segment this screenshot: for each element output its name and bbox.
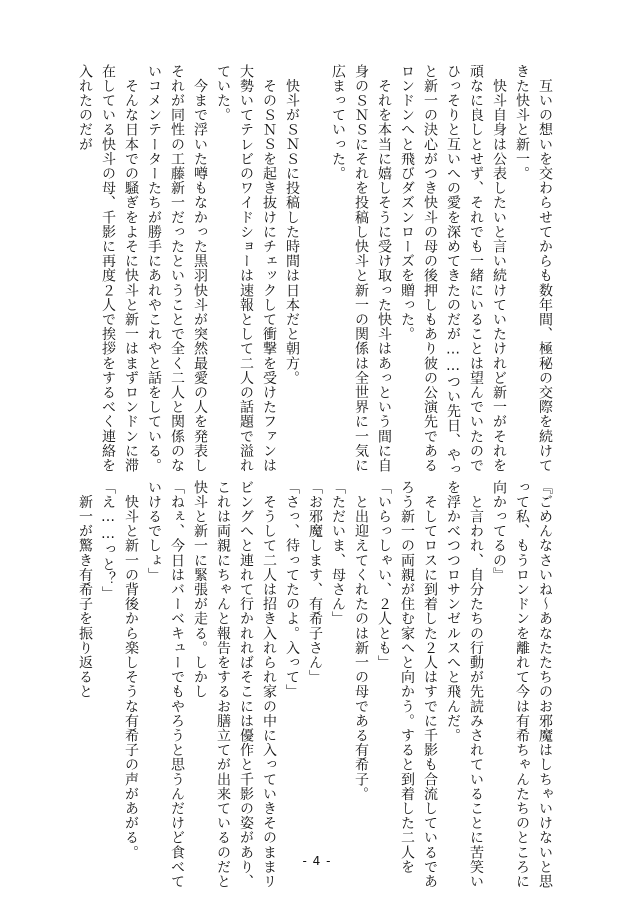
text-line: 「いらっしゃい、２人とも」	[376, 480, 392, 670]
text-line: そうして二人は招き入れられ家の中に入っていきそのままリ	[261, 480, 277, 889]
text-line: 「ねぇ、今日はバーベキューでもやろうと思うんだけど食べて	[169, 480, 185, 889]
text-line: ロンドンへと飛びダズンローズを贈った。	[399, 64, 415, 342]
text-line: 「え……っと？」	[100, 480, 116, 601]
text-line: そんな日本での騒ぎをよそに快斗と新一はまずロンドンに滞	[123, 64, 139, 473]
text-line: それが同性の工藤新一だったということで全く二人と関係のな	[169, 64, 185, 473]
text-line: ひっそりと互いへの愛を深めてきたのだが……つい先日、やっ	[445, 64, 461, 477]
text-line: それを本当に嬉しそうに受け取った快斗はあっという間に自	[376, 64, 392, 473]
text-line: と言われ、自分たちの行動が先読みされていることに苦笑い	[468, 480, 484, 889]
page-number: - 4 -	[302, 854, 332, 868]
text-line: 「ただいま、母さん」	[330, 480, 346, 626]
text-line: これは両親にちゃんと報告をするお膳立てが出来ているのだと	[215, 480, 231, 889]
text-line: 互いの想いを交わらせてからも数年間、極秘の交際を続けて	[537, 64, 553, 473]
text-line: ビングへと連れて行かれればそこには優作と千影の姿があり、	[238, 480, 254, 889]
text-line: って私、もうロンドンを離れて今は有希ちゃんたちのところに	[514, 480, 530, 889]
text-line: 快斗と新一に緊張が走る。しかし	[192, 480, 208, 699]
text-line: そしてロスに到着した２人はすでに千影も合流しているであ	[422, 480, 438, 889]
text-line: 向かってるの』	[491, 480, 507, 583]
text-line: 大勢いてテレビのワイドショーは速報として二人の話題で溢れ	[238, 64, 254, 473]
text-line: いコメンテーターたちが勝手にあれやこれやと話をしている。	[146, 64, 162, 473]
text-line: 広まっていった。	[330, 64, 346, 181]
text-line: 快斗と新一の背後から楽しそうな有希子の声があがる。	[123, 480, 139, 860]
text-line: ていた。	[215, 64, 231, 123]
text-line: ろう新一の両親が住む家へと向かう。すると到着した二人を	[399, 480, 415, 875]
text-line: いけるでしょ」	[146, 480, 162, 583]
lower-text-block	[73, 480, 556, 889]
upper-text-block	[73, 64, 556, 494]
text-line: と出迎えてくれたのは新一の母である有希子。	[353, 480, 369, 802]
text-line: 頑なに良しとせず、それでも一緒にいることは望んでいたので	[468, 64, 484, 473]
text-line: 快斗自身は公表したいと言い続けていたけれど新一がそれを	[491, 64, 507, 473]
text-line: 在している快斗の母、千影に再度２人で挨拶をするべく連絡を	[100, 64, 116, 473]
text-line: と新一の決心がつき快斗の母の後押しもあり彼の公演先である	[422, 64, 438, 473]
text-line: 新一が驚き有希子を振り返ると	[77, 480, 93, 699]
text-line: きた快斗と新一。	[514, 64, 530, 181]
text-line: 今まで浮いた噂もなかった黒羽快斗が突然最愛の人を発表し	[192, 64, 208, 473]
text-line: 身のＳＮＳにそれを投稿し快斗と新一の関係は全世界に一気に	[353, 64, 369, 473]
text-line: 「お邪魔します、有希子さん」	[307, 480, 323, 685]
text-line: 「さっ、待ってたのよ。入って」	[284, 480, 300, 699]
text-line: 入れたのだが	[77, 64, 93, 152]
text-line: 『ごめんなさいね～あなたたちのお邪魔はしちゃいけないと思	[537, 480, 553, 889]
text-line: そのＳＮＳを起き抜けにチェックして衝撃を受けたファンは	[261, 64, 277, 473]
text-line: を浮かべつつロサンゼルスへと飛んだ。	[445, 480, 461, 743]
text-line	[303, 64, 326, 494]
text-line: 快斗がＳＮＳに投稿した時間は日本だと朝方。	[284, 64, 300, 386]
